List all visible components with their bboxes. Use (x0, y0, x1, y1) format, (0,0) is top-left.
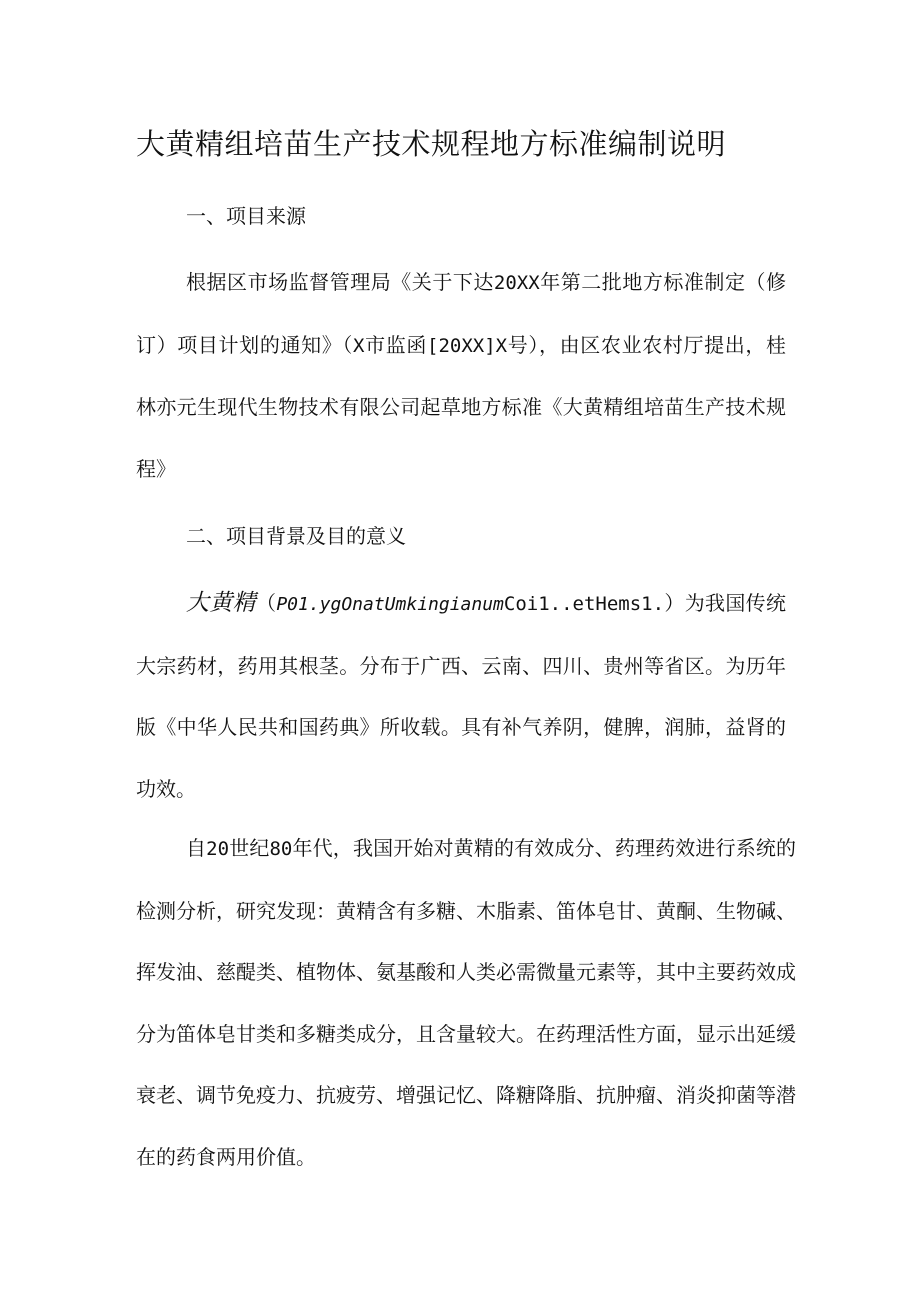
text-run: 市监函 (364, 332, 428, 357)
decade-number: 80 (269, 838, 293, 860)
doc-prefix: X (353, 334, 365, 357)
text-run: 为我国传统大宗药材，药用其根茎。分布于广西、云南、四川、贵州等省区。为历年版《中华人民共和国药典》所收载。具有补气养阴，健脾，润肺，益肾的功效。 (136, 591, 787, 801)
document-title: 大黄精组培苗生产技术规程地方标准编制说明 (136, 127, 727, 161)
section-heading-source: 一、项目来源 (186, 204, 306, 228)
text-run: 根据区市场监督管理局《关于下达 (186, 270, 494, 294)
text-run: 自 (186, 836, 207, 860)
section-heading-background: 二、项目背景及目的意义 (186, 524, 406, 548)
paragraph-project-source (136, 252, 786, 500)
year-code: 20XX (493, 272, 540, 294)
paragraph-research-findings (136, 818, 796, 1188)
latin-open-paren: （ (255, 591, 277, 615)
century-number: 20 (206, 838, 230, 860)
species-name: 大黄精 (186, 590, 256, 616)
text-run: 年代，我国开始对黄精的有效成分、药理药效进行系统的检测分析，研究发现：黄精含有多糖、木脂素、笛体皂甘、黄酮、生物碱、挥发油、慈醍类、植物体、氨基酸和人类必需微量元素等，其中主要药效成分为笛体皂甘类和多糖类成分，且含量较大。在药理活性方面，显示出延缓衰老、调节免疫力、抗疲劳、增强记忆、降糖降脂、抗肿瘤、消炎抑菌等潜在的药食两用价值。 (136, 836, 797, 1169)
doc-number: [20XX]X (427, 334, 508, 357)
latin-binomial: P01.ygOnatUmkingianum (276, 594, 504, 615)
text-run: 号），由区农业农村厅提出，桂林亦元生现代生物技术有限公司起草地方标准《大黄精组培苗生产技术规程》 (136, 332, 787, 481)
latin-close-paren: ） (664, 591, 685, 615)
paragraph-species-intro (136, 573, 786, 820)
text-run: 世纪 (229, 836, 270, 860)
text-run: 年第二批地方标准制定（修订）项目计划的通知》（ (136, 270, 787, 357)
latin-authority: Coi1..etHems1. (503, 593, 665, 615)
